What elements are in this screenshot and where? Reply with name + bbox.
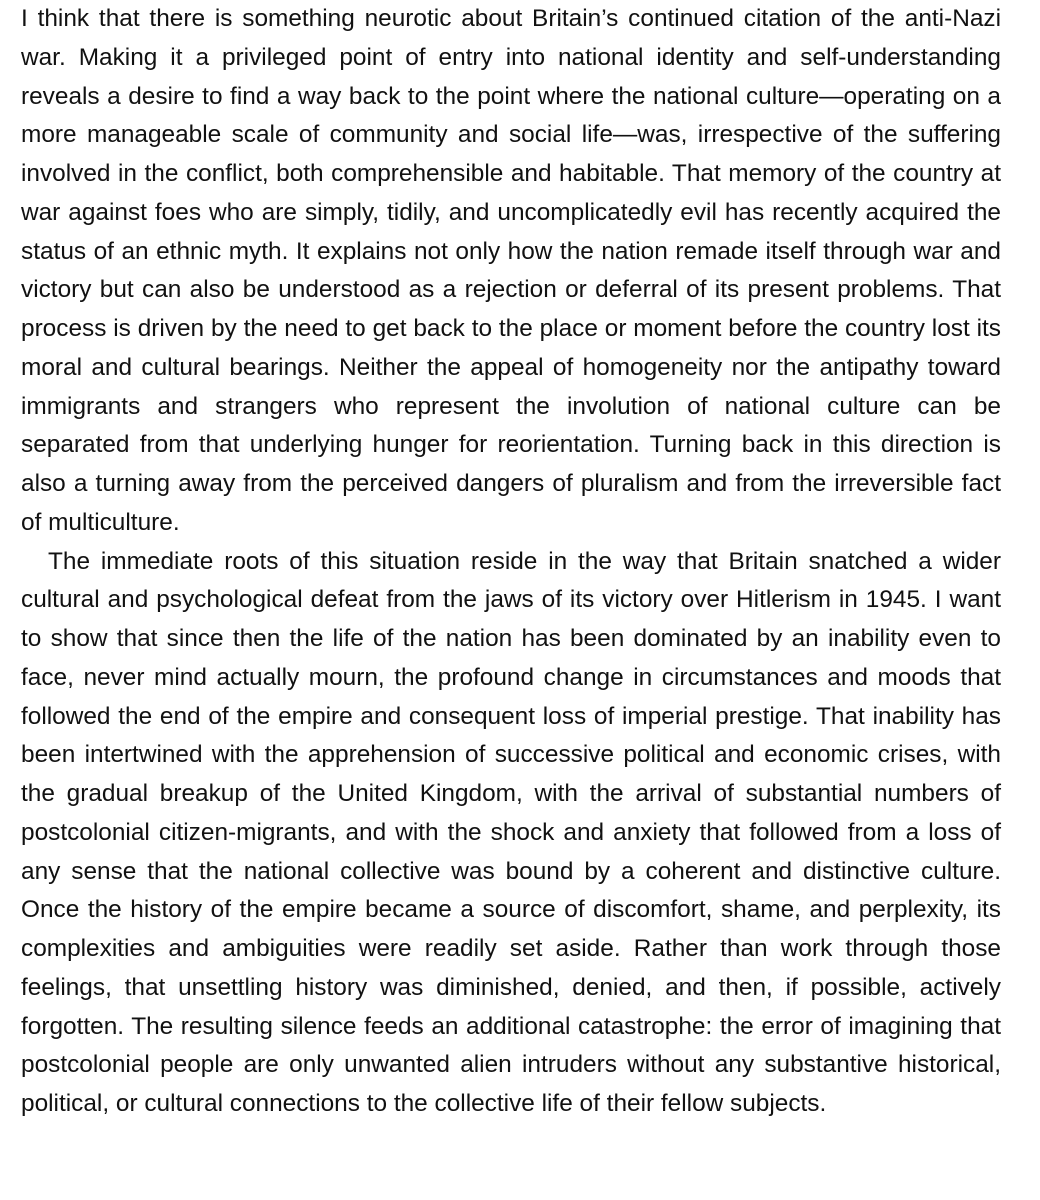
paragraph-1: I think that there is something neurotic about Britain’s continued citation of the anti-Nazi war. Making it a privileged point of entry into national identity and self-understanding reveals a desire to find a way back to the point where the national culture—operating on a more manageable scale of community and social life—was, irrespective of the suffering involved in the conflict, both comprehensible and habitable. That memory of the country at war against foes who are simply, tidily, and uncomplicatedly evil has recently acquired the status of an ethnic myth. It explains not only how the nation remade itself through war and victory but can also be understood as a rejection or deferral of its present problems. That process is driven by the need to get back to the place or moment before the country lost its moral and cultural bearings. Neither the appeal of homogeneity nor the antipathy toward immigrants and strangers who represent the involution of national culture can be separated from that underlying hunger for reorientation. Turning back in this direction is also a turning away from the perceived dangers of pluralism and from the irreversible fact of multiculture. [21,5,1001,536]
paragraph-2: The immediate roots of this situation reside in the way that Britain snatched a wider cultural and psychological defeat from the jaws of its victory over Hitlerism in 1945. I want to show that since then the life of the nation has been dominated by an inability even to face, never mind actually mourn, the profound change in circumstances and moods that followed the end of the empire and consequent loss of imperial prestige. That inability has been intertwined with the apprehension of successive political and economic crises, with the gradual breakup of the United Kingdom, with the arrival of substantial numbers of postcolonial citizen-migrants, and with the shock and anxiety that followed from a loss of any sense that the national collective was bound by a coherent and distinctive culture. Once the history of the empire became a source of discomfort, shame, and perplexity, its complexities and ambiguities were readily set aside. Rather than work through those feelings, that unsettling history was diminished, denied, and then, if possible, actively forgotten. The resulting silence feeds an additional catastrophe: the error of imagining that postcolonial people are only unwanted alien intruders without any substantive historical, political, or cultural connections to the collective life of their fellow subjects. [21,547,1001,1117]
document-body [21,0,1001,1124]
